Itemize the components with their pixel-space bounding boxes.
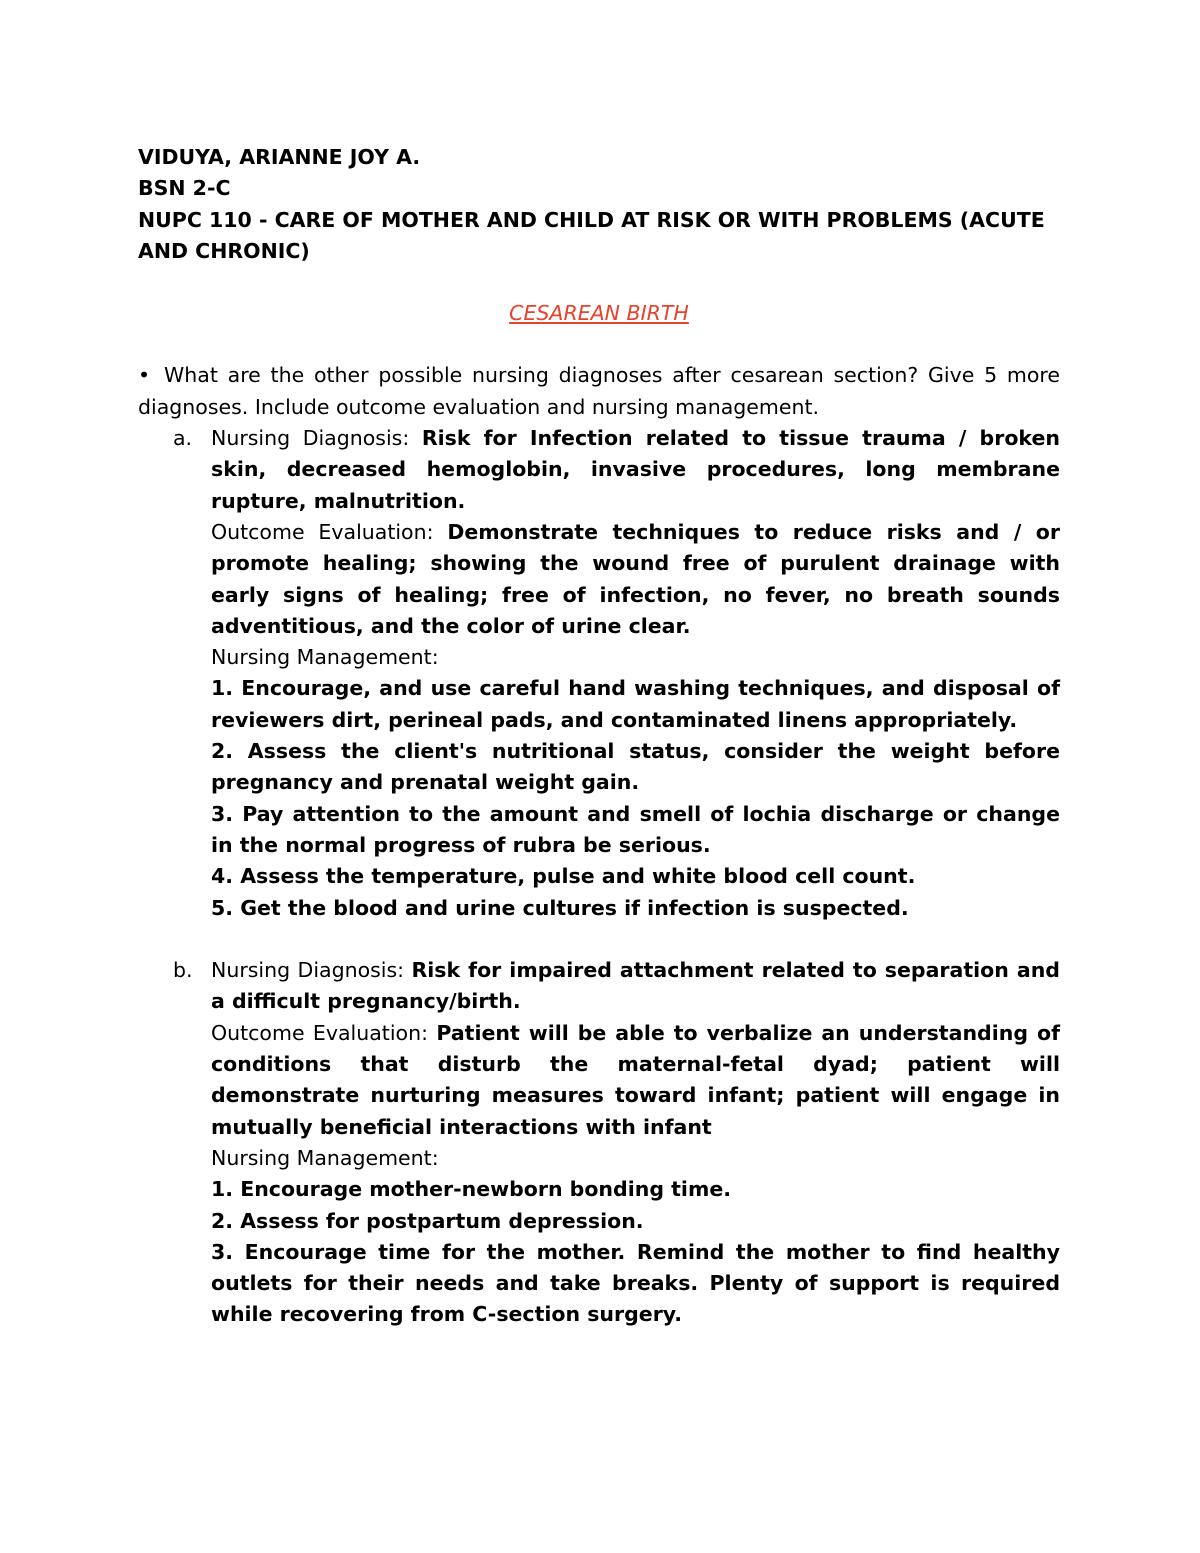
outcome-label: Outcome Evaluation:: [211, 1020, 428, 1045]
management-step: 5. Get the blood and urine cultures if infection is suspected.: [211, 895, 909, 920]
diagnosis-label: Nursing Diagnosis:: [211, 426, 410, 451]
student-section: BSN 2-C: [138, 176, 231, 201]
question-body: What are the other possible nursing diagnoses after cesarean section? Give 5 more diagnoses. Include outcome evaluation and nursing management.: [138, 363, 1060, 419]
outcome-paragraph: [211, 1018, 1060, 1143]
management-step: 3. Encourage time for the mother. Remind the mother to find healthy outlets for their needs and take breaks. Plenty of support is required while recovering from C-section surgery.: [211, 1239, 1060, 1327]
outcome-paragraph: [211, 517, 1060, 642]
outcome-text: Patient will be able to verbalize an understanding of conditions that disturb the maternal-fetal dyad; patient will demonstrate nurturing measures toward infant; patient will engage in mutually beneficial interactions with infant: [211, 1020, 1060, 1139]
diagnosis-item-a: [138, 423, 1060, 924]
diagnosis-paragraph: [211, 955, 1060, 1018]
course-title: NUPC 110 - CARE OF MOTHER AND CHILD AT RISK OR WITH PROBLEMS (ACUTE AND CHRONIC): [138, 207, 1045, 263]
management-step: 1. Encourage, and use careful hand washing techniques, and disposal of reviewers dirt, perineal pads, and contaminated linens appropriately.: [211, 676, 1060, 732]
outcome-text: Demonstrate techniques to reduce risks and / or promote healing; showing the wound free of purulent drainage with early signs of healing; free of infection, no fever, no breath sounds adventitious, and the color of urine clear.: [211, 519, 1060, 638]
management-label: Nursing Management:: [211, 645, 439, 670]
diagnosis-text: Risk for Infection related to tissue trauma / broken skin, decreased hemoglobin, invasive procedures, long membrane rupture, malnutrition.: [211, 426, 1060, 513]
diagnosis-item-b: [138, 955, 1060, 1331]
diagnosis-paragraph: [211, 423, 1060, 517]
item-letter: a.: [173, 426, 193, 451]
diagnosis-text: Risk for impaired attachment related to separation and a difficult pregnancy/birth.: [211, 958, 1060, 1014]
diagnosis-label: Nursing Diagnosis:: [211, 958, 405, 983]
management-step: 1. Encourage mother-newborn bonding time.: [211, 1177, 732, 1202]
spacer: [138, 924, 1060, 955]
management-step: 3. Pay attention to the amount and smell of lochia discharge or change in the normal progress of rubra be serious.: [211, 801, 1060, 857]
question-text: [138, 360, 1060, 423]
management-step: 2. Assess for postpartum depression.: [211, 1208, 644, 1233]
document-title: CESAREAN BIRTH: [509, 301, 689, 326]
bullet-icon: •: [138, 363, 151, 388]
outcome-label: Outcome Evaluation:: [211, 519, 434, 544]
management-step: 2. Assess the client's nutritional status, consider the weight before pregnancy and prenatal weight gain.: [211, 739, 1060, 795]
management-step: 4. Assess the temperature, pulse and white blood cell count.: [211, 864, 916, 889]
student-name: VIDUYA, ARIANNE JOY A.: [138, 145, 421, 169]
item-letter: b.: [173, 958, 193, 983]
management-label: Nursing Management:: [211, 1145, 439, 1170]
document-page: [138, 142, 1060, 1331]
